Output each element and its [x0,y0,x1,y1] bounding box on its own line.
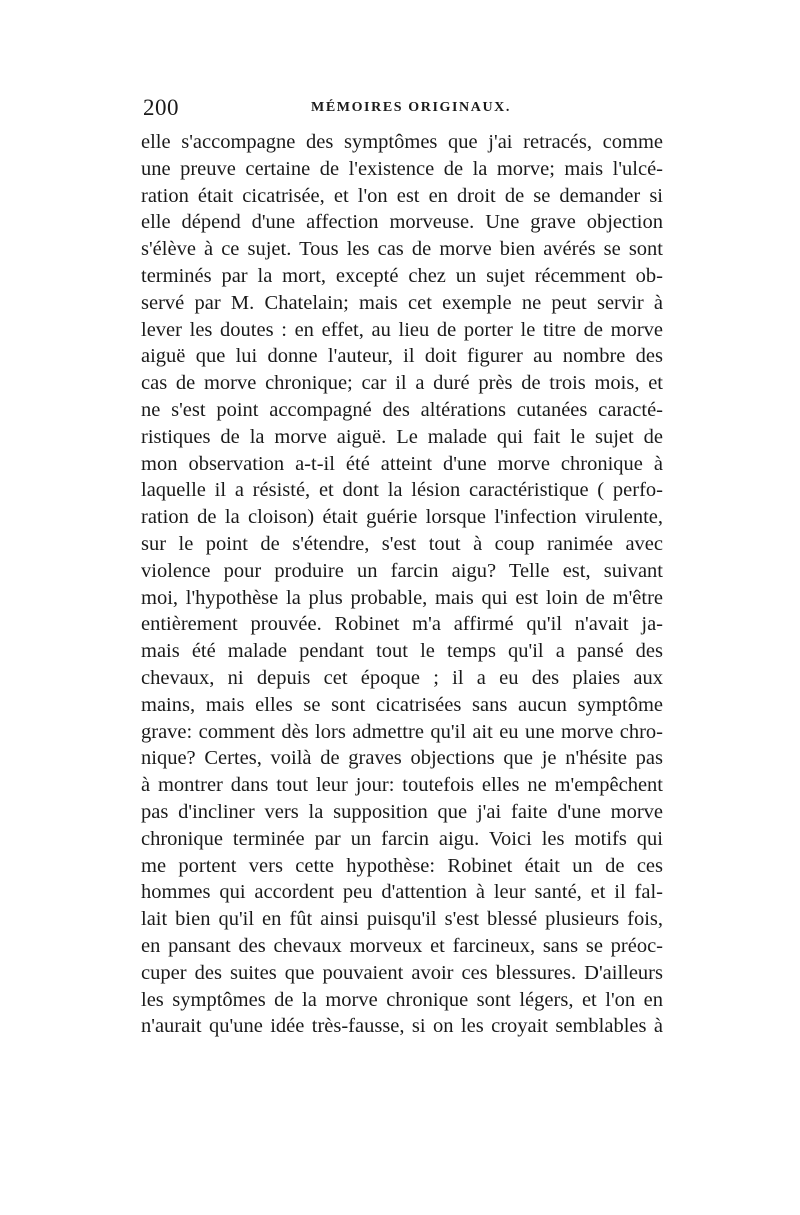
text-line: lait bien qu'il en fût ainsi puisqu'il s'est blessé plusieurs fois, [141,908,663,931]
text-line: entièrement prouvée. Robinet m'a affirmé qu'il n'avait ja- [141,613,663,636]
text-line: ne s'est point accompagné des altérations cutanées caracté- [141,398,663,421]
text-line: aiguë que lui donne l'auteur, il doit figurer au nombre des [141,345,663,368]
text-line: elle dépend d'une affection morveuse. Une grave objection [141,211,663,234]
text-line: servé par M. Chatelain; mais cet exemple ne peut servir à [141,291,663,314]
text-line: ration de la cloison) était guérie lorsque l'infection virulente, [141,506,663,529]
text-line: chronique terminée par un farcin aigu. Voici les motifs qui [141,827,663,850]
text-line: une preuve certaine de l'existence de la morve; mais l'ulcé- [141,157,663,180]
text-line: à montrer dans tout leur jour: toutefois elles ne m'empêchent [141,774,663,797]
text-line: lever les doutes : en effet, au lieu de porter le titre de morve [141,318,663,341]
text-line: me portent vers cette hypothèse: Robinet était un de ces [141,854,663,877]
text-line: moi, l'hypothèse la plus probable, mais qui est loin de m'être [141,586,663,609]
text-line: mais été malade pendant tout le temps qu'il a pansé des [141,640,663,663]
text-line: cuper des suites que pouvaient avoir ces blessures. D'ailleurs [141,961,663,984]
text-line: terminés par la mort, excepté chez un sujet récemment ob- [141,264,663,287]
running-title: MÉMOIRES ORIGINAUX. [311,100,511,115]
body-text [141,129,663,1040]
page-number: 200 [143,95,179,120]
text-line: chevaux, ni depuis cet époque ; il a eu des plaies aux [141,666,663,689]
text-line: en pansant des chevaux morveux et farcineux, sans se préoc- [141,934,663,957]
text-line: violence pour produire un farcin aigu? Telle est, suivant [141,559,663,582]
text-line: elle s'accompagne des symptômes que j'ai retracés, comme [141,131,663,153]
running-head [143,95,665,121]
text-line: hommes qui accordent peu d'attention à leur santé, et il fal- [141,881,663,904]
text-line: s'élève à ce sujet. Tous les cas de morve bien avérés se sont [141,238,663,261]
text-line: cas de morve chronique; car il a duré près de trois mois, et [141,372,663,395]
text-line: ristiques de la morve aiguë. Le malade qui fait le sujet de [141,425,663,448]
text-line: pas d'incliner vers la supposition que j'ai faite d'une morve [141,800,663,823]
text-line: sur le point de s'étendre, s'est tout à coup ranimée avec [141,532,663,555]
text-line: ration était cicatrisée, et l'on est en droit de se demander si [141,184,663,207]
text-line: les symptômes de la morve chronique sont légers, et l'on en [141,988,663,1011]
text-line: n'aurait qu'une idée très-fausse, si on les croyait semblables à [141,1015,663,1038]
text-line: nique? Certes, voilà de graves objections que je n'hésite pas [141,747,663,770]
text-line: grave: comment dès lors admettre qu'il ait eu une morve chro- [141,720,663,743]
text-line: mains, mais elles se sont cicatrisées sans aucun symptôme [141,693,663,716]
text-line: mon observation a-t-il été atteint d'une morve chronique à [141,452,663,475]
text-line: laquelle il a résisté, et dont la lésion caractéristique ( perfo- [141,479,663,502]
